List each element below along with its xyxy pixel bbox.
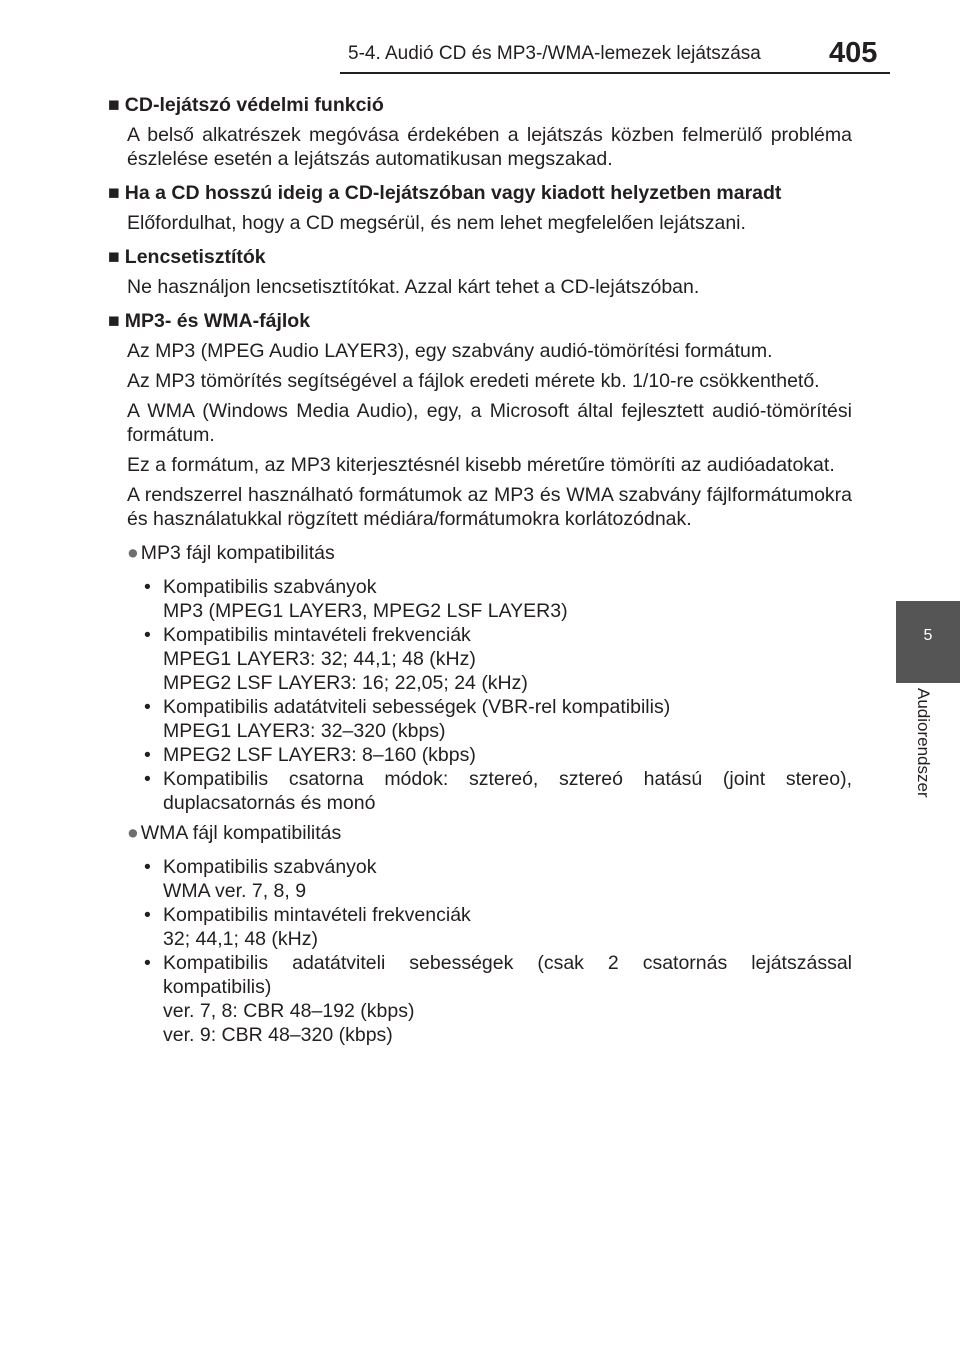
circle-bullet-icon: ●: [127, 822, 139, 844]
list-item: • Kompatibilis csatorna módok: sztereó, sztereó hatású (joint stereo), duplacsatornás és monó: [163, 767, 852, 815]
list-item: • Kompatibilis adatátviteli sebességek (csak 2 csatornás lejátszással kompatibilis) ver. 7, 8: CBR 48–192 (kbps) ver. 9: CBR 48–320 (kbps): [163, 951, 852, 1047]
subsection-heading: ● WMA fájl kompatibilitás: [127, 822, 342, 844]
subsection-heading: ● MP3 fájl kompatibilitás: [127, 542, 335, 564]
paragraph: A belső alkatrészek megóvása érdekében a lejátszás közben felmerülő probléma észlelése esetén a lejátszás automatikusan megszakad.: [127, 124, 852, 170]
chapter-label: Audiorendszer: [914, 688, 933, 798]
header-rule: [340, 72, 890, 74]
paragraph: Az MP3 tömörítés segítségével a fájlok eredeti mérete kb. 1/10-re csökkenthető.: [127, 370, 820, 392]
section-heading: ■ Lencsetisztítók: [108, 246, 266, 268]
list-item: • Kompatibilis szabványok WMA ver. 7, 8, 9: [163, 855, 852, 903]
paragraph: Ez a formátum, az MP3 kiterjesztésnél kisebb méretűre tömöríti az audióadatokat.: [127, 454, 835, 476]
circle-bullet-icon: ●: [127, 542, 139, 564]
chapter-tab: [896, 601, 960, 683]
square-bullet-icon: ■: [108, 94, 120, 116]
list-item: • Kompatibilis mintavételi frekvenciák 32; 44,1; 48 (kHz): [163, 903, 852, 951]
list-item: • Kompatibilis mintavételi frekvenciák MPEG1 LAYER3: 32; 44,1; 48 (kHz) MPEG2 LSF LAYER3: 16; 22,05; 24 (kHz): [163, 623, 852, 695]
paragraph: A rendszerrel használható formátumok az MP3 és WMA szabvány fájlformátumokra és használatukkal rögzített médiára/formátumokra korlátozódnak.: [127, 484, 852, 530]
square-bullet-icon: ■: [108, 310, 120, 332]
section-heading: ■ MP3- és WMA-fájlok: [108, 310, 311, 332]
section-heading: ■ Ha a CD hosszú ideig a CD-lejátszóban vagy kiadott helyzetben maradt: [108, 182, 782, 204]
bullet-list: [108, 575, 852, 815]
paragraph: Az MP3 (MPEG Audio LAYER3), egy szabvány audió-tömörítési formátum.: [127, 340, 773, 362]
header-title: 5-4. Audió CD és MP3-/WMA-lemezek lejátszása: [348, 43, 761, 64]
page-content: [108, 93, 852, 1053]
square-bullet-icon: ■: [108, 246, 120, 268]
paragraph: Ne használjon lencsetisztítókat. Azzal kárt tehet a CD-lejátszóban.: [127, 276, 700, 298]
paragraph: A WMA (Windows Media Audio), egy, a Microsoft által fejlesztett audió-tömörítési formátum.: [127, 400, 852, 446]
list-item: • Kompatibilis adatátviteli sebességek (VBR-rel kompatibilis) MPEG1 LAYER3: 32–320 (kbps): [163, 695, 852, 743]
paragraph: Előfordulhat, hogy a CD megsérül, és nem lehet megfelelően lejátszani.: [127, 212, 746, 234]
square-bullet-icon: ■: [108, 182, 120, 204]
page-number: 405: [829, 37, 878, 69]
list-item: • MPEG2 LSF LAYER3: 8–160 (kbps): [163, 743, 852, 767]
section-heading: ■ CD-lejátszó védelmi funkció: [108, 94, 384, 116]
chapter-number: 5: [923, 627, 933, 644]
list-item: • Kompatibilis szabványok MP3 (MPEG1 LAYER3, MPEG2 LSF LAYER3): [163, 575, 852, 623]
bullet-list: [108, 855, 852, 1047]
